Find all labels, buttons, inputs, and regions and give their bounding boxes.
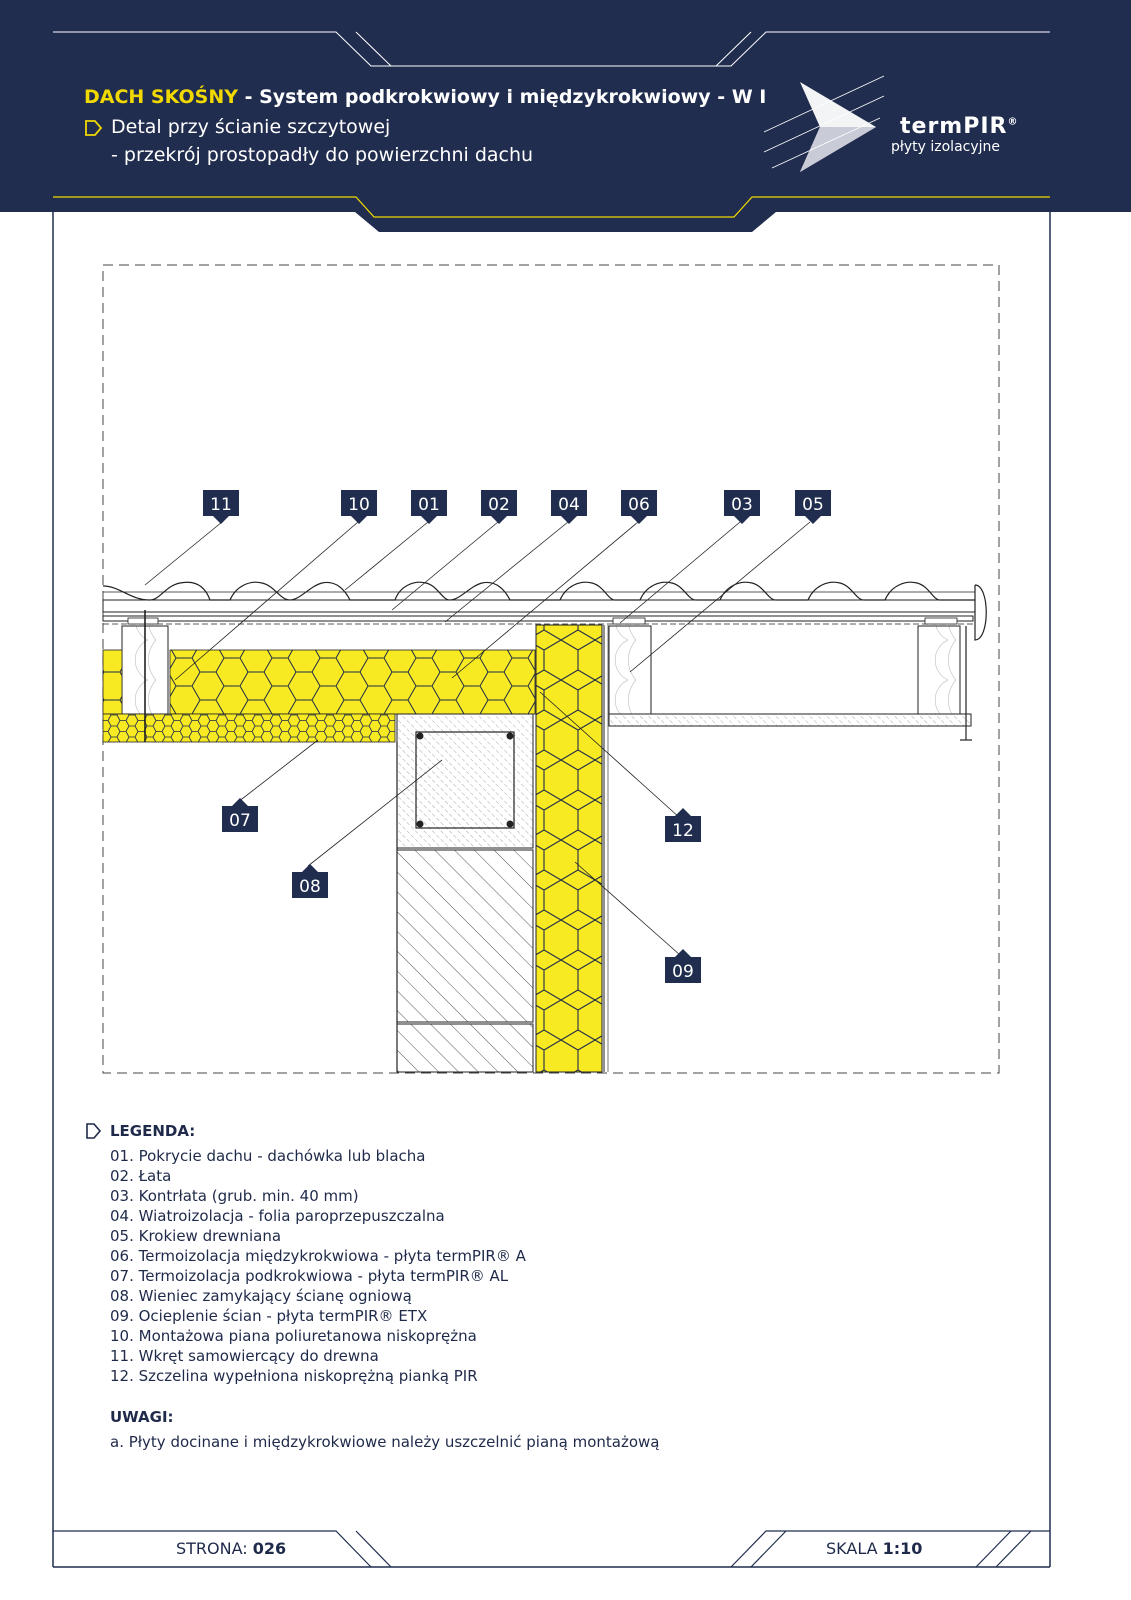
legend-item: 01. Pokrycie dachu - dachówka lub blacha bbox=[110, 1147, 426, 1165]
title-rest: - System podkrokwiowy i międzykrokwiowy - W I bbox=[238, 86, 767, 108]
legend-item: 09. Ocieplenie ścian - płyta termPIR® ETX bbox=[110, 1307, 428, 1325]
callout-11 bbox=[203, 490, 239, 524]
brand-text: termPIR bbox=[900, 114, 1008, 139]
callout-label: 09 bbox=[672, 962, 694, 982]
legend-item: 03. Kontrłata (grub. min. 40 mm) bbox=[110, 1187, 359, 1205]
callout-label: 07 bbox=[229, 811, 251, 831]
callout-01 bbox=[411, 490, 447, 524]
legend-item: 11. Wkręt samowiercący do drewna bbox=[110, 1347, 379, 1365]
callout-label: 01 bbox=[418, 495, 440, 515]
callout-label: 03 bbox=[731, 495, 753, 515]
legend-item: 06. Termoizolacja międzykrokwiowa - płyta termPIR® A bbox=[110, 1247, 526, 1265]
notes-title: UWAGI: bbox=[110, 1408, 174, 1426]
legend-item: 08. Wieniec zamykający ścianę ogniową bbox=[110, 1287, 412, 1305]
callout-label: 10 bbox=[348, 495, 370, 515]
title-highlight: DACH SKOŚNY bbox=[84, 86, 238, 108]
scale-value: 1:10 bbox=[882, 1539, 923, 1558]
callout-09 bbox=[665, 949, 701, 983]
callout-07 bbox=[222, 798, 258, 832]
subtitle-detail: Detal przy ścianie szczytowej bbox=[111, 116, 391, 138]
drawing-scale bbox=[826, 1539, 922, 1558]
callout-label: 04 bbox=[558, 495, 580, 515]
page-value: 026 bbox=[252, 1539, 287, 1558]
callout-label: 11 bbox=[210, 495, 232, 515]
callout-08 bbox=[292, 864, 328, 898]
legend-item: 07. Termoizolacja podkrokwiowa - płyta termPIR® AL bbox=[110, 1267, 509, 1285]
brand-registered: ® bbox=[1007, 116, 1019, 128]
legend-item: 10. Montażowa piana poliuretanowa niskoprężna bbox=[110, 1327, 477, 1345]
legend-item: 12. Szczelina wypełniona niskoprężną pianką PIR bbox=[110, 1367, 478, 1385]
callout-12 bbox=[665, 808, 701, 842]
legend-item: 04. Wiatroizolacja - folia paroprzepuszczalna bbox=[110, 1207, 445, 1225]
callout-10 bbox=[341, 490, 377, 524]
callout-label: 05 bbox=[802, 495, 824, 515]
brand-tagline: płyty izolacyjne bbox=[891, 139, 1001, 155]
callout-04 bbox=[551, 490, 587, 524]
note-item: a. Płyty docinane i międzykrokwiowe należy uszczelnić pianą montażową bbox=[110, 1433, 660, 1451]
legend-item: 05. Krokiew drewniana bbox=[110, 1227, 282, 1245]
scale-label: SKALA bbox=[826, 1539, 883, 1558]
callout-label: 08 bbox=[299, 877, 321, 897]
callout-label: 06 bbox=[628, 495, 650, 515]
legend-list bbox=[110, 1146, 526, 1386]
page-number bbox=[176, 1539, 286, 1558]
callout-05 bbox=[795, 490, 831, 524]
callout-06 bbox=[621, 490, 657, 524]
subtitle-section: - przekrój prostopadły do powierzchni dachu bbox=[111, 144, 534, 166]
callout-02 bbox=[481, 490, 517, 524]
legend-item: 02. Łata bbox=[110, 1167, 172, 1185]
callout-label: 02 bbox=[488, 495, 510, 515]
callout-03 bbox=[724, 490, 760, 524]
legend-title: LEGENDA: bbox=[110, 1122, 196, 1140]
page-label: STRONA: bbox=[176, 1539, 253, 1558]
callout-label: 12 bbox=[672, 821, 694, 841]
